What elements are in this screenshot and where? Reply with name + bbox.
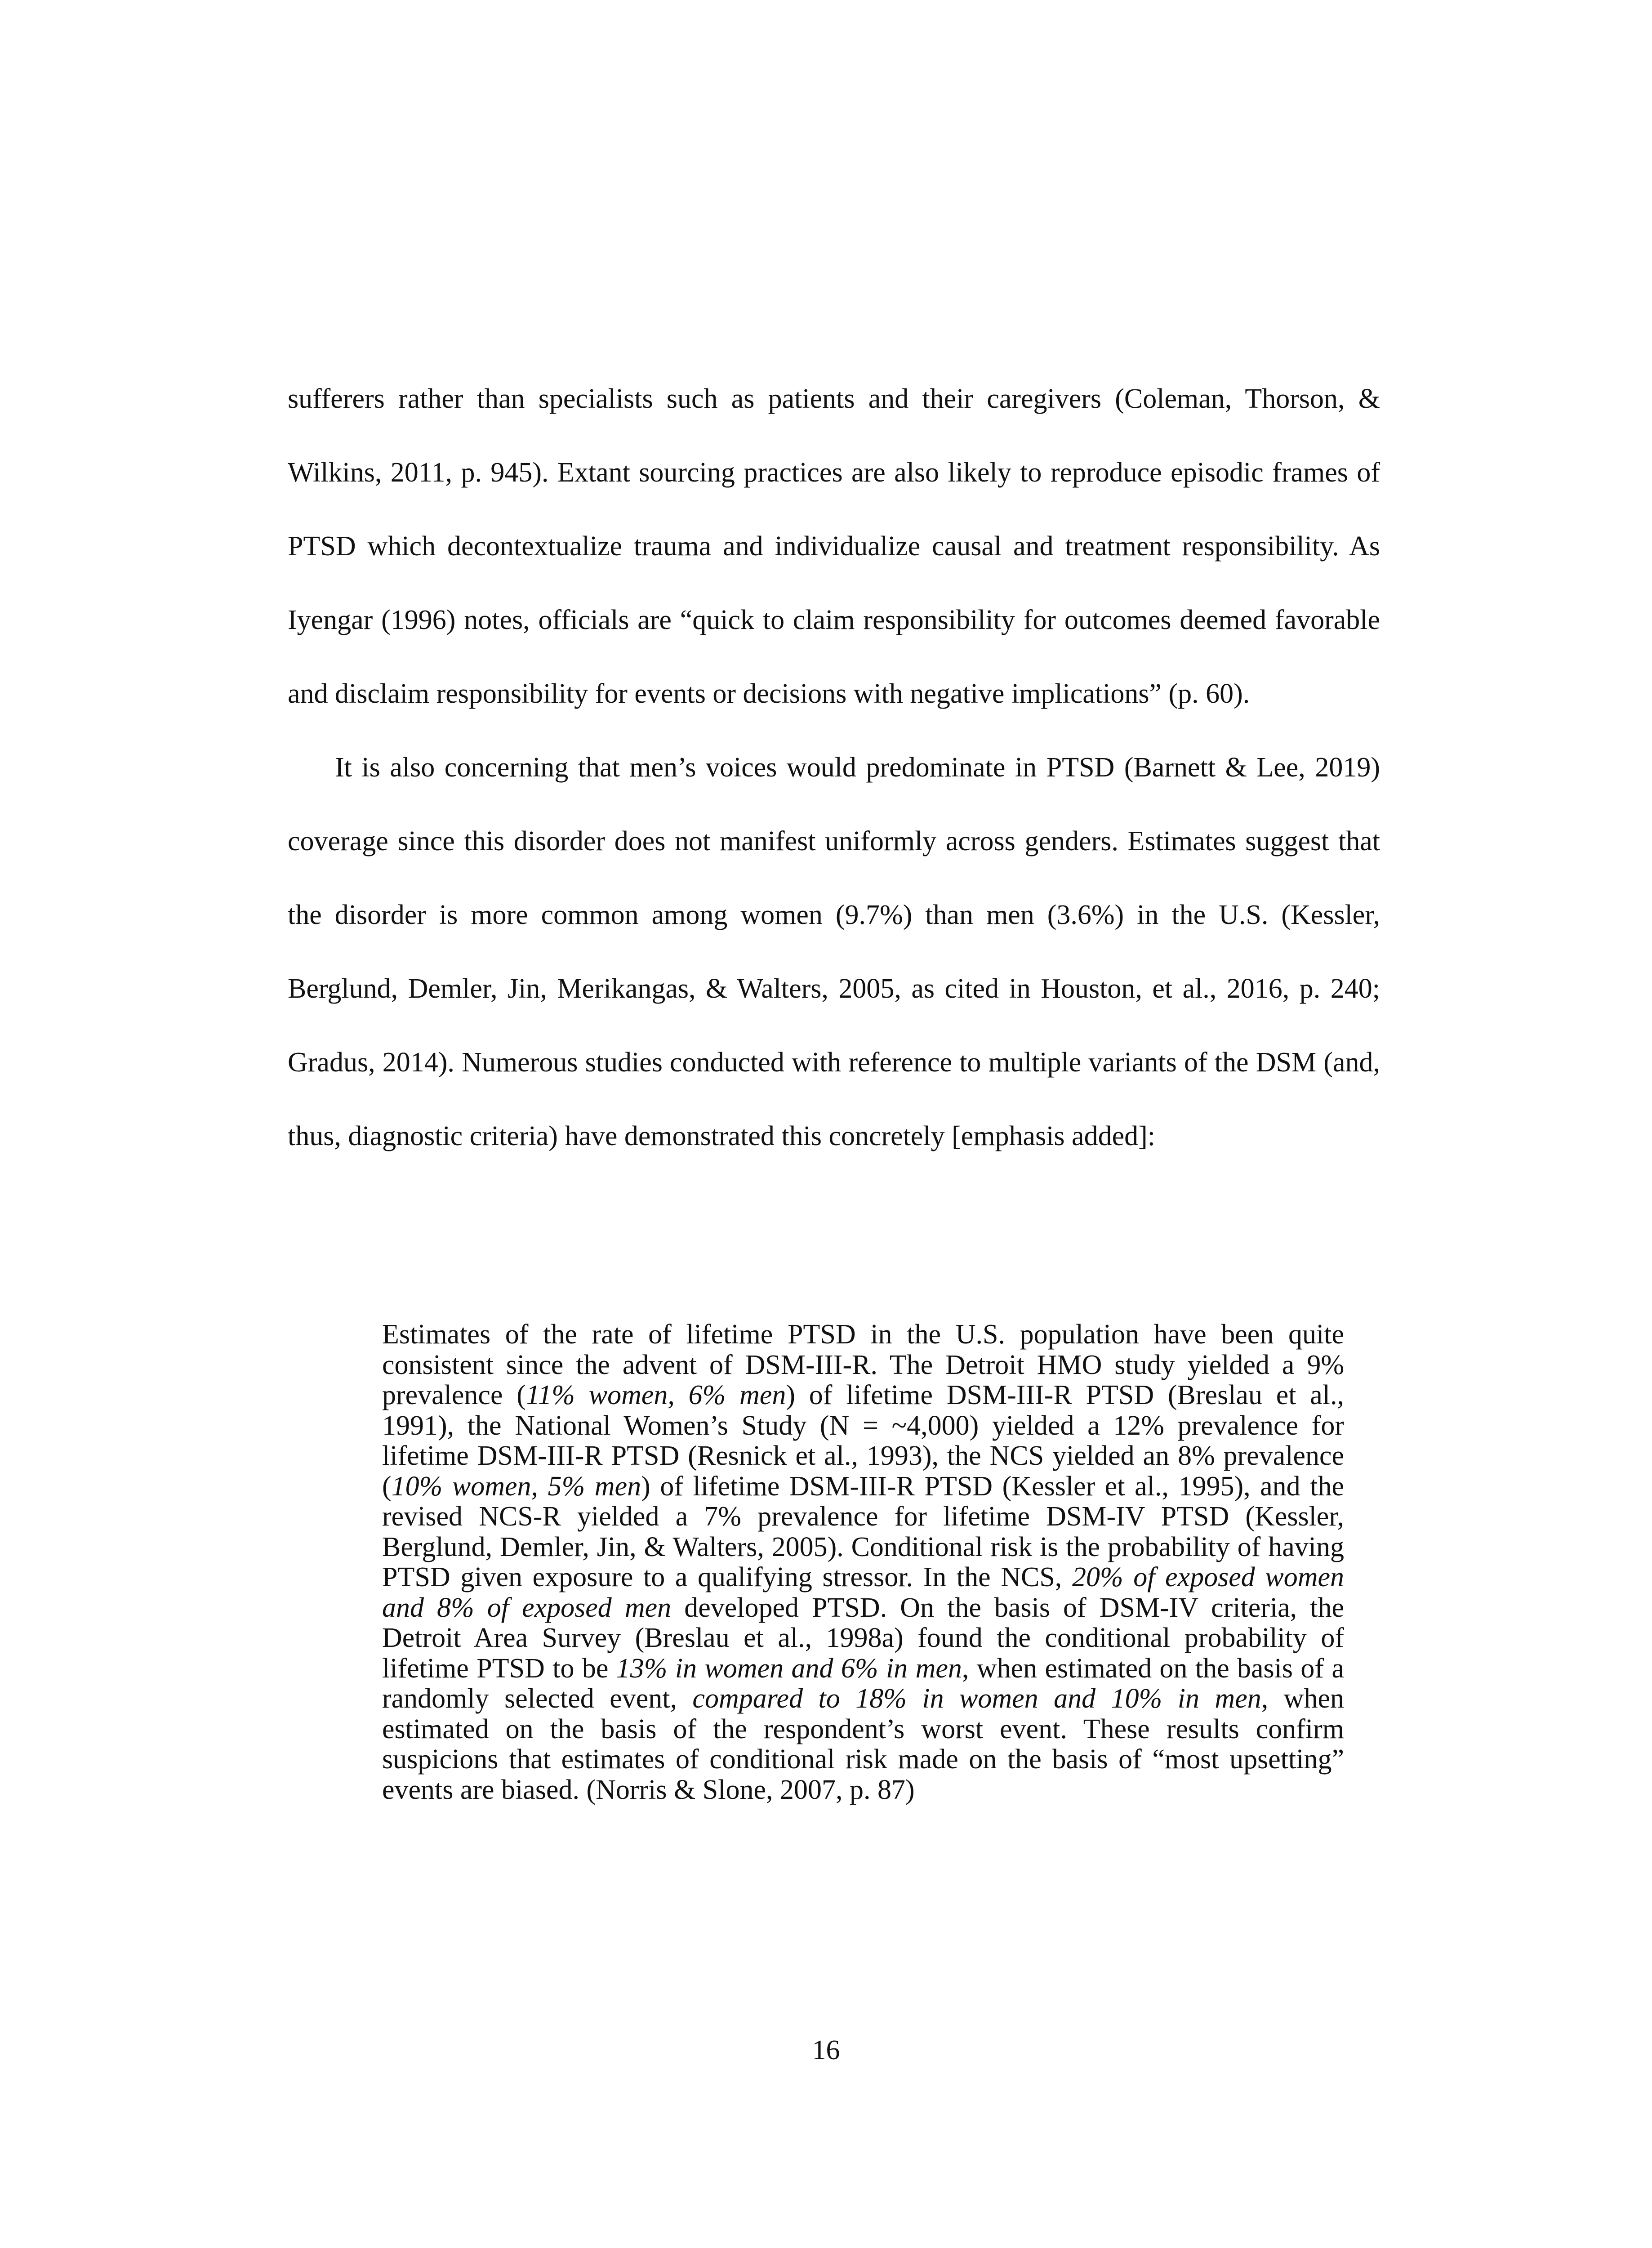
quote-emphasis: 10% women, 5% men [391,1471,641,1502]
quote-text: developed PTSD. On the basis of DSM-IV criteria, the Detroit Area Survey (Breslau et al., 1998a) found the conditional probability of lifetime PTSD to be [382,1592,1344,1684]
paragraph-gender-differences: It is also concerning that men’s voices would predominate in PTSD (Barnett & Lee, 2019) coverage since this disorder does not manifest uniformly across genders. Estimates suggest that the disorder is more common among women (9.7%) than men (3.6%) in the U.S. (Kessler, Berglund, Demler, Jin, Merikangas, & Walters, 2005, as cited in Houston, et al., 2016, p. 240; Gradus, 2014). Numerous studies conducted with reference to multiple variants of the DSM (and, thus, diagnostic criteria) have demonstrated this concretely [emphasis added]: [288,752,1380,1151]
quote-emphasis: , compared to 18% in women and 10% in men [670,1683,1261,1714]
quote-text: Estimates of the rate of lifetime PTSD in the U.S. population have been quite consistent since the advent of DSM-III-R. The Detroit HMO study yielded a 9% prevalence ( [382,1319,1344,1410]
body-text [288,362,1380,1173]
quote-text: ) of lifetime DSM-III-R PTSD (Kessler et al., 1995), and the revised NCS-R yielded a 7% prevalence for lifetime DSM-IV PTSD (Kessler, Berglund, Demler, Jin, & Walters, 2005). Conditional risk is the probability of having PTSD given exposure to a qualifying stressor. In the NCS, [382,1471,1344,1592]
paragraph-continued: sufferers rather than specialists such as patients and their caregivers (Coleman, Thorson, & Wilkins, 2011, p. 945). Extant sourcing practices are also likely to reproduce episodic frames of PTSD which decontextualize trauma and individualize causal and treatment responsibility. As Iyengar (1996) notes, officials are “quick to claim responsibility for outcomes deemed favorable and disclaim responsibility for events or decisions with negative implications” (p. 60). [288,384,1380,709]
page-number: 16 [812,2035,840,2065]
quote-emphasis: 11% women, 6% men [525,1380,786,1410]
block-quote [382,1320,1344,1805]
quote-text: ) of lifetime DSM-III-R PTSD (Breslau et al., 1991), the National Women’s Study (N = ~4,000) yielded a 12% prevalence for lifetime DSM-III-R PTSD (Resnick et al., 1993), the NCS yielded an 8% prevalence ( [382,1380,1344,1502]
quote-text: , when estimated on the basis of a randomly selected event [382,1653,1344,1714]
quote-text: , when estimated on the basis of the respondent’s worst event. These results confirm suspicions that estimates of conditional risk made on the basis of “most upsetting” events are biased. (Norris & Slone, 2007, p. 87) [382,1683,1344,1805]
quote-emphasis: 13% in women and 6% in men [616,1653,962,1684]
quote-emphasis: 20% of exposed women and 8% of exposed men [382,1562,1344,1623]
